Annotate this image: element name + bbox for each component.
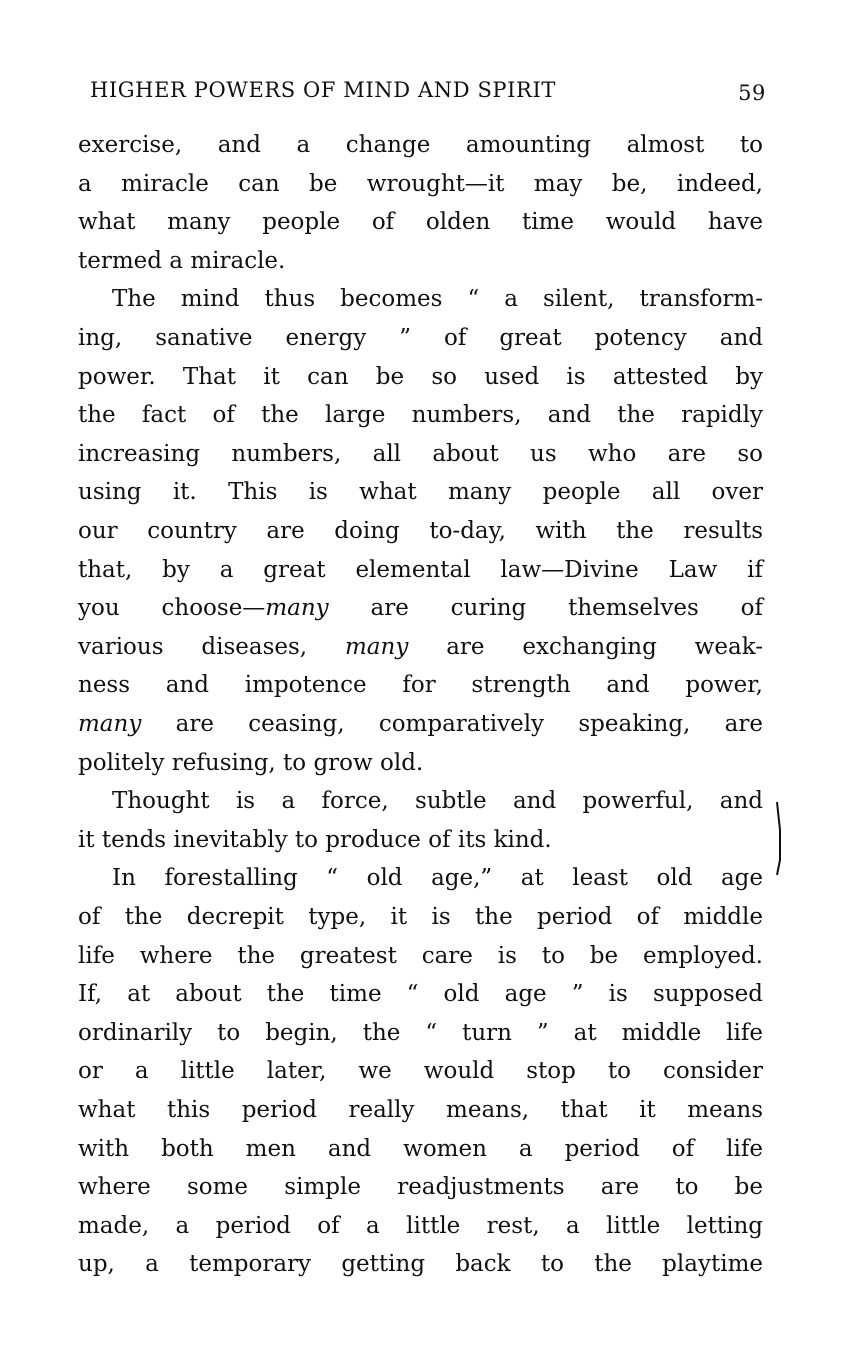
text-line: politely refusing, to grow old.: [78, 749, 424, 776]
text-line: ness and impotence for strength and power,: [78, 672, 763, 699]
text-segment: are ceasing, comparatively speaking, are: [141, 711, 763, 737]
text-line: [78, 632, 763, 662]
text-line: a miracle can be wrought—it may be, indeed,: [78, 170, 763, 197]
text-line: ing, sanative energy ” of great potency and: [78, 325, 763, 351]
text-line: If, at about the time “ old age ” is supposed: [78, 981, 763, 1008]
text-line: Thought is a force, subtle and powerful, and: [112, 788, 763, 815]
text-line: made, a period of a little rest, a little letting: [78, 1212, 763, 1239]
text-line: power. That it can be so used is attested by: [78, 363, 763, 390]
page-number: 59: [738, 81, 766, 105]
text-line: termed a miracle.: [78, 247, 286, 274]
text-line: with both men and women a period of life: [78, 1135, 763, 1162]
text-line: the fact of the large numbers, and the rapidly: [78, 402, 763, 429]
text-line: life where the greatest care is to be employed.: [78, 942, 763, 969]
text-line: increasing numbers, all about us who are so: [78, 440, 763, 467]
text-line: [78, 709, 763, 739]
text-line: it tends inevitably to produce of its kind.: [78, 826, 552, 853]
italic-emphasis: many: [345, 633, 409, 660]
text-line: exercise, and a change amounting almost to: [78, 132, 763, 158]
margin-bracket-mark: [774, 800, 788, 880]
text-line: up, a temporary getting back to the playtime: [78, 1251, 763, 1278]
text-line: what many people of olden time would have: [78, 209, 763, 236]
text-line: or a little later, we would stop to consider: [78, 1058, 763, 1085]
italic-emphasis: many: [78, 711, 142, 737]
running-title: HIGHER POWERS OF MIND AND SPIRIT: [90, 78, 556, 102]
text-segment: various diseases,: [78, 633, 345, 660]
italic-emphasis: many: [265, 595, 329, 622]
text-line: ordinarily to begin, the “ turn ” at middle life: [78, 1019, 763, 1046]
text-line: The mind thus becomes “ a silent, transform-: [112, 286, 763, 313]
text-line: what this period really means, that it means: [78, 1097, 763, 1123]
text-line: of the decrepit type, it is the period of middle: [78, 904, 763, 930]
text-segment: are exchanging weak-: [408, 633, 763, 660]
text-segment: you choose—: [78, 595, 266, 622]
text-line: [78, 593, 763, 623]
text-segment: are curing themselves of: [328, 595, 763, 622]
text-line: In forestalling “ old age,” at least old age: [112, 865, 763, 892]
text-line: that, by a great elemental law—Divine Law if: [78, 556, 763, 583]
text-line: our country are doing to-day, with the results: [78, 518, 763, 544]
text-line: using it. This is what many people all over: [78, 479, 763, 506]
text-line: where some simple readjustments are to be: [78, 1174, 763, 1201]
